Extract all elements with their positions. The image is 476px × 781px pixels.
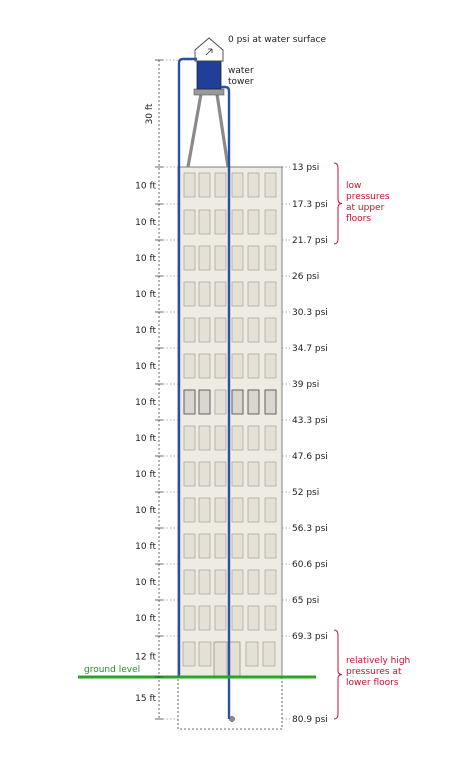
tower-label-line-2: tower [228, 77, 254, 87]
window [265, 318, 276, 342]
window [199, 210, 210, 234]
window [199, 462, 210, 486]
pressure-label: 13 psi [292, 163, 320, 173]
window [265, 246, 276, 270]
window [215, 282, 226, 306]
window [215, 210, 226, 234]
window [199, 246, 210, 270]
window [248, 318, 259, 342]
window [265, 462, 276, 486]
low-pressure-note: floors [346, 214, 372, 224]
window [199, 390, 210, 414]
window [232, 570, 243, 594]
high-pressure-bracket [334, 630, 342, 719]
floor-spacing-label: 10 ft [135, 578, 156, 588]
window [184, 498, 195, 522]
window [232, 282, 243, 306]
window [215, 390, 226, 414]
pressure-label: 69.3 psi [292, 632, 328, 642]
window [248, 606, 259, 630]
floor-spacing-label: 10 ft [135, 398, 156, 408]
window [248, 462, 259, 486]
pressure-readings [282, 163, 328, 725]
window [248, 173, 259, 197]
pressure-label: 43.3 psi [292, 416, 328, 426]
ground-floor-height-label: 12 ft [135, 652, 156, 663]
window [215, 606, 226, 630]
high-pressure-note: relatively high [346, 656, 411, 666]
window [232, 173, 243, 197]
floor-spacing-label: 10 ft [135, 614, 156, 624]
pressure-label: 60.6 psi [292, 560, 328, 570]
window [215, 246, 226, 270]
window [184, 354, 195, 378]
window [248, 354, 259, 378]
window [199, 282, 210, 306]
low-pressure-bracket [334, 163, 342, 244]
tank-water [197, 61, 221, 89]
window [232, 318, 243, 342]
window [199, 318, 210, 342]
pressure-label: 56.3 psi [292, 524, 328, 534]
window [248, 570, 259, 594]
basement-depth-label: 15 ft [135, 694, 156, 704]
window [232, 534, 243, 558]
water-tower [188, 38, 228, 167]
tower-leg-right [217, 94, 228, 167]
floor-spacing-label: 10 ft [135, 218, 156, 228]
window [199, 498, 210, 522]
tank-roof [195, 38, 223, 61]
pressure-label: 65 psi [292, 596, 320, 606]
pressure-label: 39 psi [292, 380, 320, 390]
pressure-label: 47.6 psi [292, 452, 328, 462]
window [232, 246, 243, 270]
window [199, 426, 210, 450]
window [199, 606, 210, 630]
ground-level-label: ground level [84, 665, 141, 675]
window [199, 570, 210, 594]
window [215, 462, 226, 486]
window [184, 173, 195, 197]
high-pressure-note: lower floors [346, 678, 399, 688]
window [265, 534, 276, 558]
window [215, 318, 226, 342]
high-pressure-note: pressures at [346, 667, 402, 677]
low-pressure-note: pressures [346, 192, 390, 202]
tower-height-label: 30 ft [145, 103, 155, 125]
window [199, 173, 210, 197]
window [199, 354, 210, 378]
window [215, 498, 226, 522]
pipe-outlet-valve [229, 716, 234, 721]
tower-label-line-1: water [228, 66, 254, 76]
floor-spacing-label: 10 ft [135, 326, 156, 336]
pressure-label: 80.9 psi [292, 715, 328, 725]
window [183, 642, 195, 666]
window [265, 282, 276, 306]
window [265, 210, 276, 234]
window [248, 390, 259, 414]
window [248, 426, 259, 450]
water-surface-pressure-label: 0 psi at water surface [228, 35, 327, 45]
floor-spacing-label: 10 ft [135, 181, 156, 192]
window [232, 426, 243, 450]
window [265, 173, 276, 197]
window [232, 462, 243, 486]
pressure-label: 21.7 psi [292, 236, 328, 246]
window [215, 354, 226, 378]
window [199, 642, 211, 666]
window [265, 426, 276, 450]
window [184, 534, 195, 558]
window [248, 210, 259, 234]
pressure-label: 26 psi [292, 272, 320, 282]
floor-spacing-label: 10 ft [135, 506, 156, 516]
window [232, 390, 243, 414]
window [184, 282, 195, 306]
window [248, 498, 259, 522]
window [265, 354, 276, 378]
window [248, 282, 259, 306]
window [184, 462, 195, 486]
pressure-label: 52 psi [292, 488, 320, 498]
floor-spacing-label: 10 ft [135, 542, 156, 552]
window [265, 498, 276, 522]
floor-spacing-label: 10 ft [135, 254, 156, 264]
pressure-label: 17.3 psi [292, 200, 328, 210]
floor-spacing-label: 10 ft [135, 470, 156, 480]
floor-spacing-label: 10 ft [135, 290, 156, 300]
pressure-label: 30.3 psi [292, 308, 328, 318]
low-pressure-note: low [346, 181, 362, 191]
window [184, 318, 195, 342]
window [184, 246, 195, 270]
window [232, 498, 243, 522]
window [265, 570, 276, 594]
window [248, 534, 259, 558]
floor-spacing-label: 10 ft [135, 362, 156, 372]
tower-leg-left [188, 94, 201, 167]
window [232, 354, 243, 378]
window [215, 570, 226, 594]
window [215, 534, 226, 558]
pressure-label: 34.7 psi [292, 344, 328, 354]
low-pressure-note: at upper [346, 203, 385, 213]
window [215, 173, 226, 197]
window [184, 210, 195, 234]
floor-spacing-label: 10 ft [135, 434, 156, 444]
window [232, 210, 243, 234]
window [184, 606, 195, 630]
window [199, 534, 210, 558]
tank-base [194, 89, 224, 95]
window [263, 642, 275, 666]
window [246, 642, 258, 666]
window [215, 426, 226, 450]
window [184, 426, 195, 450]
window [265, 390, 276, 414]
window [232, 606, 243, 630]
window [184, 390, 195, 414]
window [248, 246, 259, 270]
window [265, 606, 276, 630]
window [184, 570, 195, 594]
